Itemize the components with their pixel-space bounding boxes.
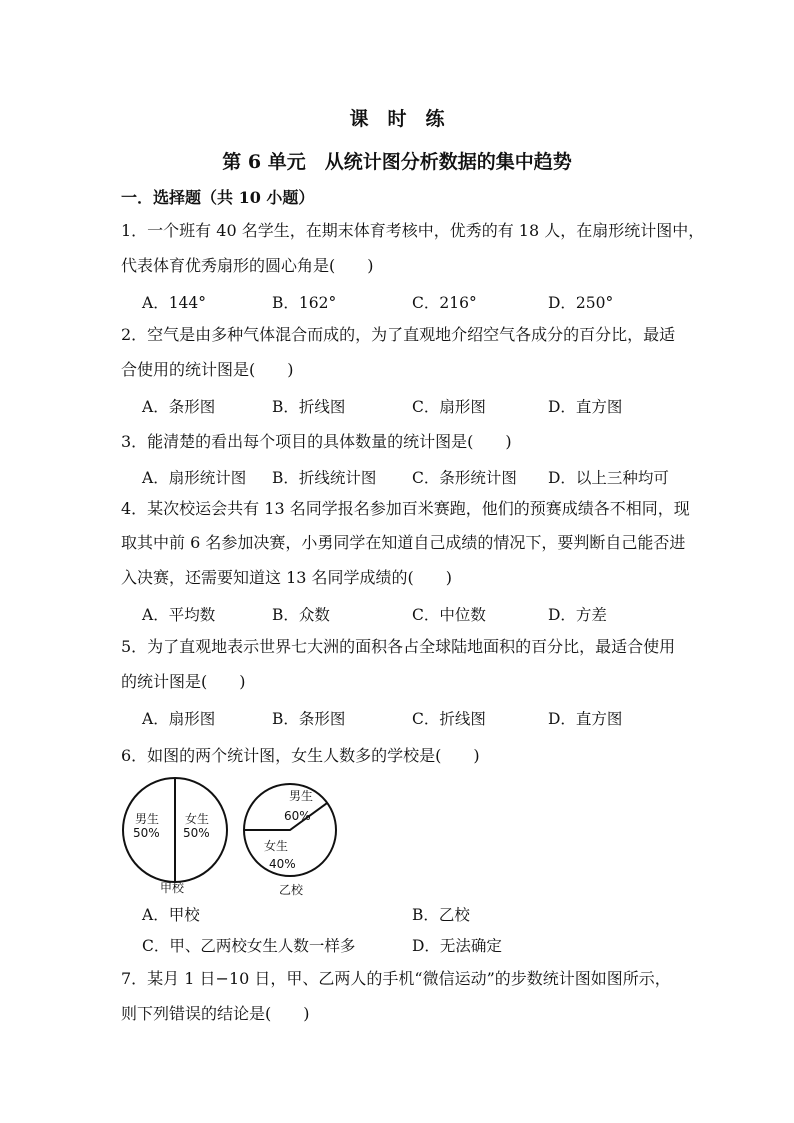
question-3-line-1: 3．能清楚的看出每个项目的具体数量的统计图是( ) bbox=[121, 432, 512, 451]
school-a-caption: 甲校 bbox=[160, 881, 185, 895]
q2-option-a: A．条形图 bbox=[142, 398, 216, 416]
school-b-girl-label: 女生 bbox=[264, 839, 289, 853]
school-a-girl-percent: 50% bbox=[183, 826, 210, 840]
q2-option-b: B．折线图 bbox=[272, 398, 346, 416]
q5-option-a: A．扇形图 bbox=[142, 710, 216, 728]
q3-option-b: B．折线统计图 bbox=[272, 469, 377, 487]
q6-option-b: B．乙校 bbox=[412, 906, 470, 924]
q5-option-c: C．折线图 bbox=[412, 710, 486, 728]
question-4-line-3: 入决赛，还需要知道这 13 名同学成绩的( ) bbox=[121, 568, 453, 587]
q2-option-c: C．扇形图 bbox=[412, 398, 486, 416]
school-a-girl-label: 女生 bbox=[185, 812, 210, 826]
q5-option-d: D．直方图 bbox=[548, 710, 623, 728]
q3-option-d: D．以上三种均可 bbox=[548, 469, 669, 487]
question-6-line-1: 6．如图的两个统计图，女生人数多的学校是( ) bbox=[121, 746, 480, 765]
question-7-line-1: 7．某月 1 日−10 日，甲、乙两人的手机“微信运动”的步数统计图如图所示， bbox=[121, 969, 671, 988]
page-title: 课 时 练 bbox=[349, 108, 445, 130]
q1-option-d: D．250° bbox=[548, 294, 614, 312]
question-1-line-2: 代表体育优秀扇形的圆心角是( ) bbox=[121, 256, 374, 275]
q1-option-a: A．144° bbox=[142, 294, 207, 312]
question-2-line-1: 2．空气是由多种气体混合而成的，为了直观地介绍空气各成分的百分比，最适 bbox=[121, 325, 676, 344]
school-b-boy-percent: 60% bbox=[284, 809, 311, 823]
q4-option-a: A．平均数 bbox=[142, 606, 216, 624]
question-5-line-1: 5．为了直观地表示世界七大洲的面积各占全球陆地面积的百分比，最适合使用 bbox=[121, 637, 676, 656]
question-2-line-2: 合使用的统计图是( ) bbox=[121, 360, 294, 379]
school-b-boy-label: 男生 bbox=[289, 789, 314, 803]
q6-option-c: C．甲、乙两校女生人数一样多 bbox=[142, 937, 356, 955]
section-heading: 一．选择题（共 10 小题） bbox=[121, 188, 315, 207]
school-a-boy-label: 男生 bbox=[135, 812, 160, 826]
q4-option-b: B．众数 bbox=[272, 606, 330, 624]
q1-option-b: B．162° bbox=[272, 294, 337, 312]
q5-option-b: B．条形图 bbox=[272, 710, 346, 728]
q6-option-a: A．甲校 bbox=[142, 906, 200, 924]
q3-option-a: A．扇形统计图 bbox=[142, 469, 247, 487]
school-b-girl-percent: 40% bbox=[269, 857, 296, 871]
two-school-pie-charts bbox=[118, 772, 348, 900]
unit-subtitle: 第 6 单元 从统计图分析数据的集中趋势 bbox=[222, 151, 572, 173]
school-b-caption: 乙校 bbox=[279, 883, 304, 897]
question-4-line-2: 取其中前 6 名参加决赛，小勇同学在知道自己成绩的情况下，要判断自己能否进 bbox=[121, 533, 686, 552]
question-5-line-2: 的统计图是( ) bbox=[121, 672, 246, 691]
q4-option-d: D．方差 bbox=[548, 606, 607, 624]
q1-option-c: C．216° bbox=[412, 294, 477, 312]
question-4-line-1: 4．某次校运会共有 13 名同学报名参加百米赛跑，他们的预赛成绩各不相同，现 bbox=[121, 499, 690, 518]
q3-option-c: C．条形统计图 bbox=[412, 469, 517, 487]
school-a-boy-percent: 50% bbox=[133, 826, 160, 840]
q4-option-c: C．中位数 bbox=[412, 606, 486, 624]
q2-option-d: D．直方图 bbox=[548, 398, 623, 416]
q6-option-d: D．无法确定 bbox=[412, 937, 502, 955]
question-7-line-2: 则下列错误的结论是( ) bbox=[121, 1004, 310, 1023]
question-1-line-1: 1．一个班有 40 名学生，在期末体育考核中，优秀的有 18 人，在扇形统计图中， bbox=[121, 221, 705, 240]
